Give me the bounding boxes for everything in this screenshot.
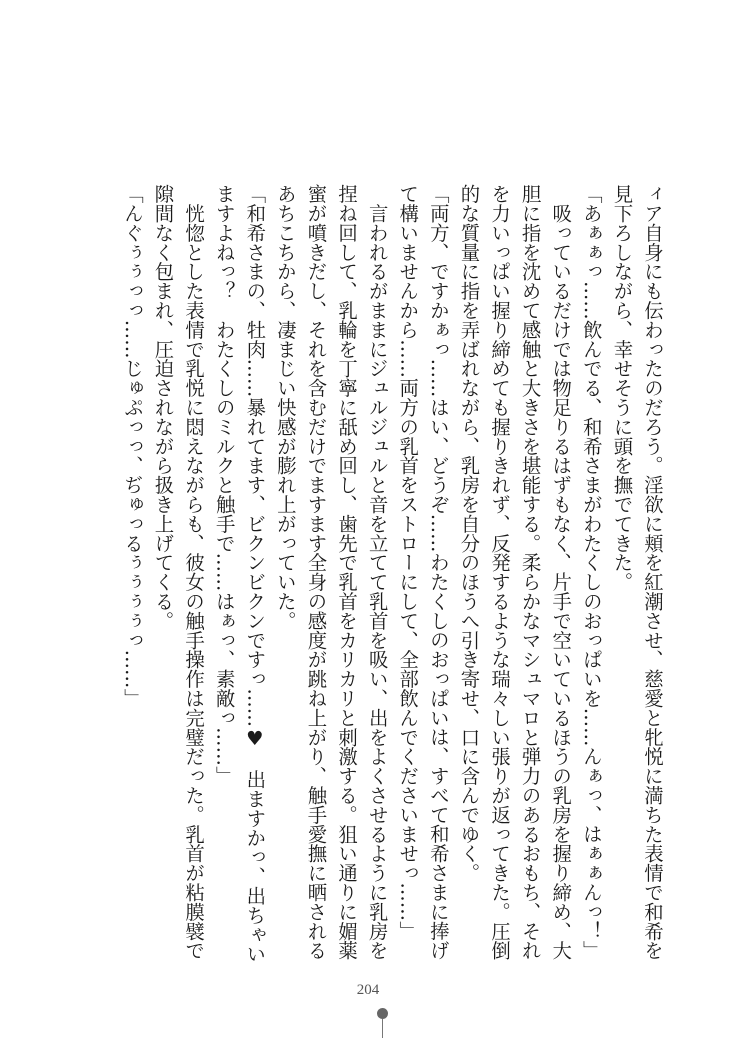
body-text xyxy=(113,184,667,964)
text-line: を力いっぱい握り締めても握りきれず、反発するような瑞々しい張りが返ってきた。圧倒 xyxy=(488,184,512,960)
text-line: ィア自身にも伝わったのだろう。淫欲に頬を紅潮させ、慈愛と牝悦に満ちた表情で和希を xyxy=(641,184,664,960)
text-line: 「あぁぁっ……飲んでる、和希さまがわたくしのおっぱいを……んぁっ、はぁぁんっ！」 xyxy=(579,184,603,960)
text-line: 言われるがままにジュルジュルと音を立てて乳首を吸い、出をよくさせるように乳房を xyxy=(365,184,389,960)
text-line: 「両方、ですかぁっ……はい、どうぞ……わたくしのおっぱいは、すべて和希さまに捧げ xyxy=(426,184,450,960)
text-line: 胆に指を沈めて感触と大きさを堪能する。柔らかなマシュマロと弾力のあるおもち、それ xyxy=(518,184,542,960)
ornament-dot-icon xyxy=(377,1008,388,1019)
text-line: 的な質量に指を弄ばれながら、乳房を自分のほうへ引き寄せ、口に含んでゆく。 xyxy=(457,184,481,883)
text-line: 見下ろしながら、幸せそうに頭を撫でてきた。 xyxy=(610,184,634,592)
text-line: 吸っているだけでは物足りるはずもなく、片手で空いているほうの乳房を握り締め、大 xyxy=(549,184,573,960)
ornament-line xyxy=(382,1019,383,1038)
text-line: ますよねっ？ わたくしのミルクと触手で……はぁっ、素敵っ……」 xyxy=(212,184,236,786)
text-line: て構いませんから……両方の乳首をストローにして、全部飲んでくださいませっ……」 xyxy=(396,184,420,941)
text-line: 蜜が噴きだし、それを含むだけでますます全身の感度が跳ね上がり、触手愛撫に晒される xyxy=(304,184,328,960)
text-line: 「んぐぅぅっっ……じゅぷっっ、ぢゅっるぅぅぅぅっ……」 xyxy=(120,184,144,708)
text-line: 隙間なく包まれ、圧迫されながら扱き上げてくる。 xyxy=(151,184,175,631)
text-line: あちこちから、凄まじい快感が膨れ上がっていた。 xyxy=(273,184,297,631)
text-line: 恍惚とした表情で乳悦に悶えながらも、彼女の触手操作は完璧だった。乳首が粘膜襞で xyxy=(182,184,206,960)
text-line: 「和希さまの、牡肉……暴れてます、ビクンビクンですっ……♥ 出ますかっ、出ちゃい xyxy=(243,184,267,964)
page-number: 204 xyxy=(356,982,380,998)
text-line: 捏ね回して、乳輪を丁寧に舐め回し、歯先で乳首をカリカリと刺激する。狙い通りに媚薬 xyxy=(335,184,359,960)
